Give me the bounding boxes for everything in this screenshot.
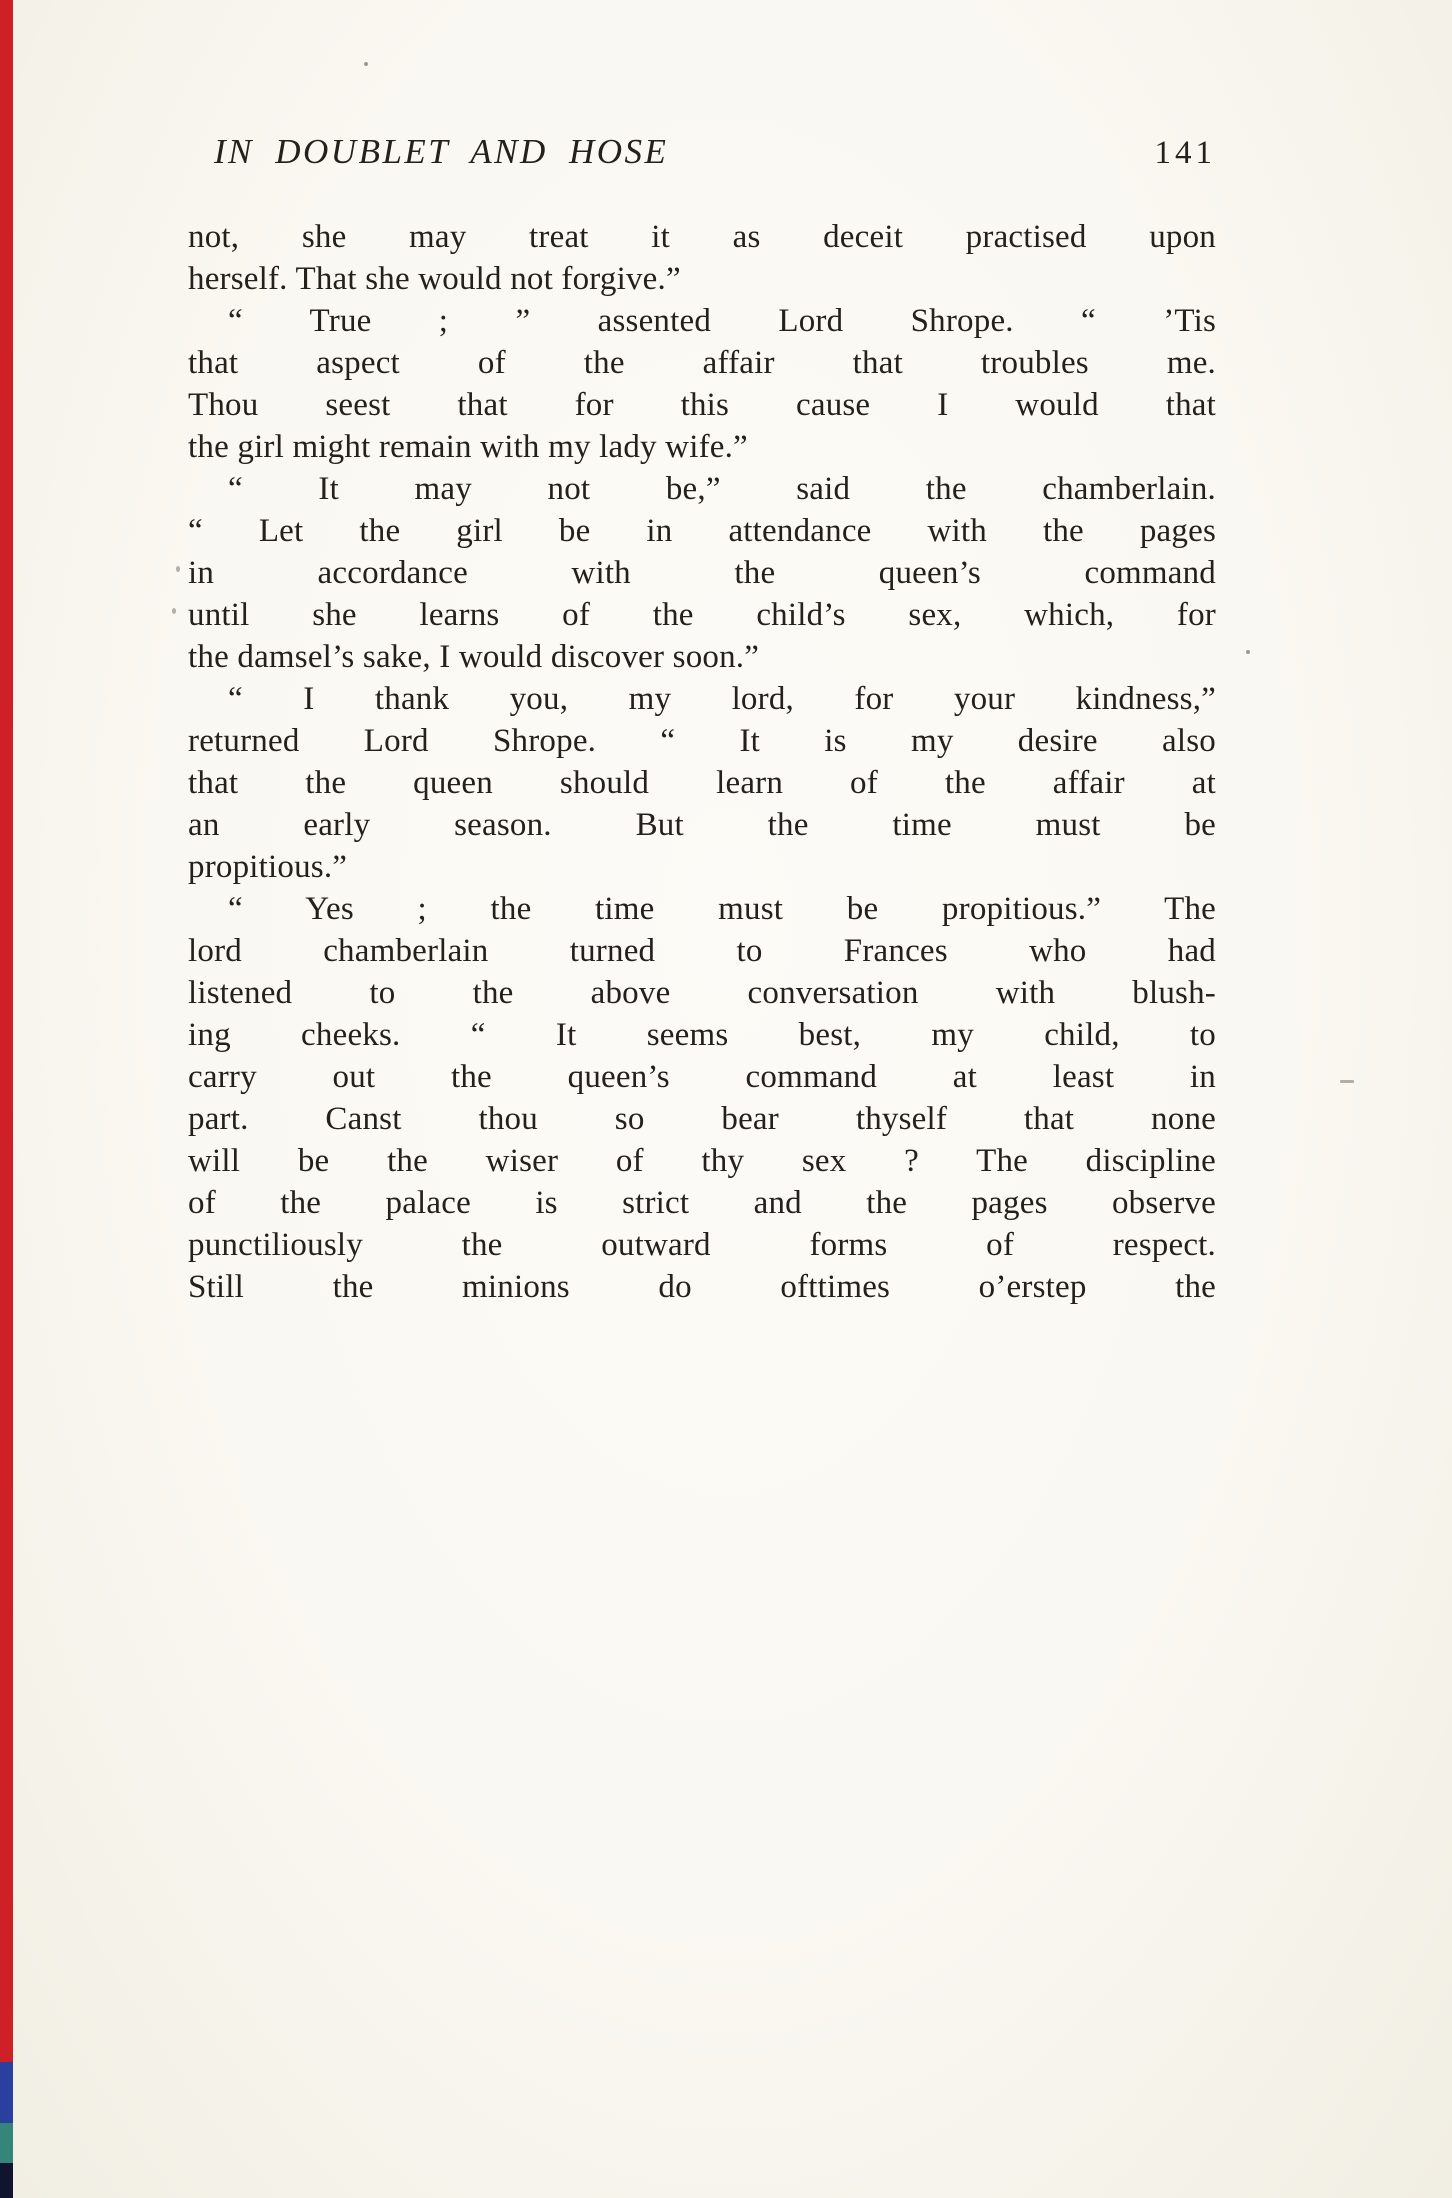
header-title: IN DOUBLET AND HOSE (214, 132, 669, 171)
text-line: “ It may not be,” said the chamberlain. (228, 471, 1216, 507)
text-line: will be the wiser of thy sex ? The discipline (188, 1143, 1216, 1179)
running-header (188, 132, 1216, 172)
page-number: 141 (1154, 135, 1216, 171)
text-line: Still the minions do ofttimes o’erstep the (188, 1269, 1216, 1305)
scan-artifact (1340, 1080, 1354, 1083)
text-line: “ Yes ; the time must be propitious.” The (228, 891, 1216, 927)
text-line: until she learns of the child’s sex, which, for (188, 597, 1216, 633)
paragraph (188, 468, 1216, 678)
text-line: carry out the queen’s command at least in (188, 1059, 1216, 1095)
text-line: that the queen should learn of the affair at (188, 765, 1216, 801)
paragraph (188, 888, 1216, 1308)
text-line: “ Let the girl be in attendance with the pages (188, 513, 1216, 549)
scan-artifact (1246, 650, 1250, 654)
text-line: of the palace is strict and the pages observe (188, 1185, 1216, 1221)
color-bar-red (0, 0, 13, 2062)
text-line: returned Lord Shrope. “ It is my desire also (188, 723, 1216, 759)
text-line: part. Canst thou so bear thyself that none (188, 1101, 1216, 1137)
color-bar-black (0, 2163, 13, 2198)
text-line: Thou seest that for this cause I would that (188, 387, 1216, 423)
text-line: “ I thank you, my lord, for your kindness,” (228, 681, 1216, 717)
text-line: listened to the above conversation with blush- (188, 975, 1216, 1011)
text-block (188, 132, 1216, 1308)
text-line: punctiliously the outward forms of respect. (188, 1227, 1216, 1263)
text-line: the girl might remain with my lady wife.” (188, 429, 748, 465)
text-line: ing cheeks. “ It seems best, my child, to (188, 1017, 1216, 1053)
text-line: that aspect of the affair that troubles me. (188, 345, 1216, 381)
color-bar-blue (0, 2062, 13, 2123)
text-line: the damsel’s sake, I would discover soon.” (188, 639, 760, 675)
text-line: herself. That she would not forgive.” (188, 261, 681, 297)
text-line: an early season. But the time must be (188, 807, 1216, 843)
color-bar-green (0, 2123, 13, 2163)
paragraph (188, 216, 1216, 300)
text-line: in accordance with the queen’s command (188, 555, 1216, 591)
text-line: not, she may treat it as deceit practised upon (188, 219, 1216, 255)
page-body (188, 216, 1216, 1308)
paragraph (188, 678, 1216, 888)
text-line: propitious.” (188, 849, 348, 885)
scan-artifact (176, 566, 180, 572)
scan-artifact (364, 62, 368, 66)
text-line: lord chamberlain turned to Frances who had (188, 933, 1216, 969)
paragraph (188, 300, 1216, 468)
color-bar (0, 0, 13, 2198)
scan-artifact (172, 608, 176, 614)
text-line: “ True ; ” assented Lord Shrope. “ ’Tis (228, 303, 1216, 339)
